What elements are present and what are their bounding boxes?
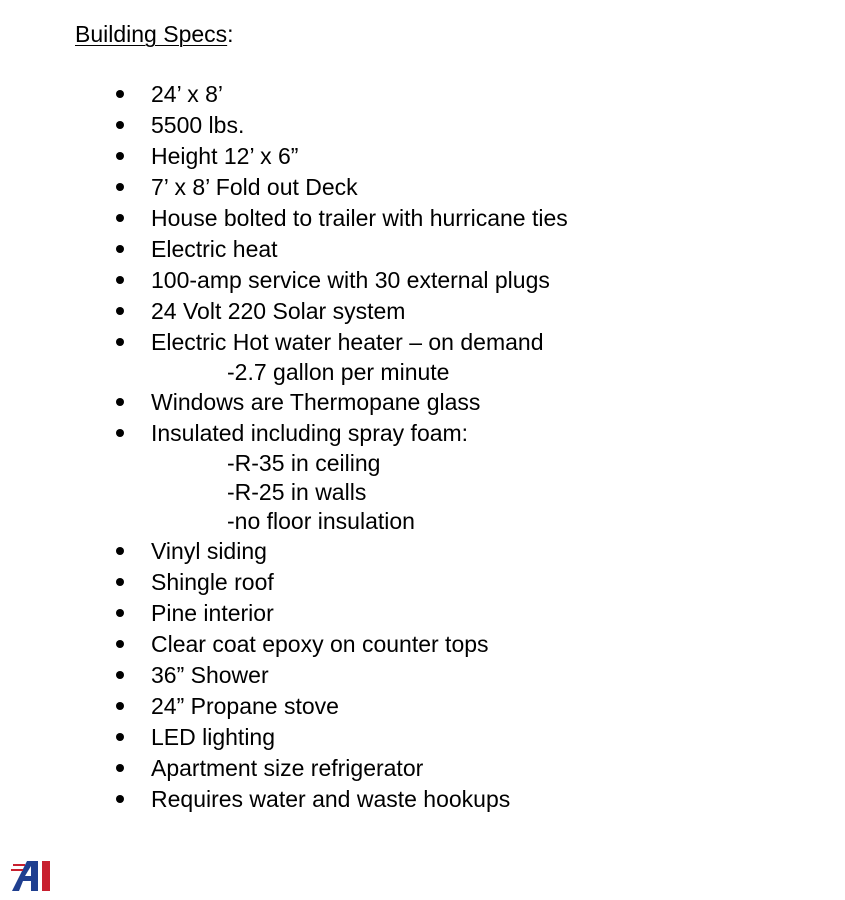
bullet-icon	[116, 567, 126, 598]
spec-item	[0, 660, 845, 691]
bullet-icon	[116, 784, 126, 815]
spec-sub-item: -no floor insulation	[227, 508, 415, 534]
bullet-icon	[116, 387, 126, 418]
spec-sub-item: -R-25 in walls	[227, 479, 367, 505]
spec-item	[0, 172, 845, 203]
bullet-icon	[116, 418, 126, 449]
spec-item	[0, 79, 845, 110]
logo-i-shape	[42, 861, 50, 891]
spec-item	[0, 753, 845, 784]
spec-item	[0, 418, 845, 536]
spec-item-text: Requires water and waste hookups	[151, 786, 511, 812]
bullet-icon	[116, 265, 126, 296]
spec-item	[0, 598, 845, 629]
bullet-icon	[116, 327, 126, 358]
spec-item	[0, 265, 845, 296]
bullet-icon	[116, 753, 126, 784]
spec-item-text: 5500 lbs.	[151, 112, 245, 138]
spec-item-text: 7’ x 8’ Fold out Deck	[151, 174, 358, 200]
bullet-icon	[116, 660, 126, 691]
spec-item-text: Electric Hot water heater – on demand	[151, 329, 544, 355]
bullet-icon	[116, 296, 126, 327]
spec-item	[0, 722, 845, 753]
bullet-icon	[116, 234, 126, 265]
spec-item-text: 24” Propane stove	[151, 693, 339, 719]
bullet-icon	[116, 203, 126, 234]
spec-item	[0, 387, 845, 418]
spec-item-text: Shingle roof	[151, 569, 274, 595]
spec-item	[0, 141, 845, 172]
spec-sub-item: -R-35 in ceiling	[227, 450, 381, 476]
spec-item-text: Apartment size refrigerator	[151, 755, 424, 781]
spec-item-text: Height 12’ x 6”	[151, 143, 299, 169]
bullet-icon	[116, 691, 126, 722]
spec-item-text: Electric heat	[151, 236, 278, 262]
heading-colon: :	[227, 21, 234, 47]
spec-item-text: 36” Shower	[151, 662, 269, 688]
bullet-icon	[116, 172, 126, 203]
spec-item-text: Insulated including spray foam:	[151, 420, 469, 446]
spec-item-text: Windows are Thermopane glass	[151, 389, 481, 415]
spec-item-text: House bolted to trailer with hurricane ties	[151, 205, 568, 231]
spec-list	[0, 79, 845, 815]
spec-item	[0, 784, 845, 815]
spec-item	[0, 536, 845, 567]
bullet-icon	[116, 629, 126, 660]
spec-item-text: Pine interior	[151, 600, 274, 626]
spec-item	[0, 567, 845, 598]
spec-item-text: 24’ x 8’	[151, 81, 224, 107]
bullet-icon	[116, 79, 126, 110]
bullet-icon	[116, 536, 126, 567]
spec-item	[0, 691, 845, 722]
bullet-icon	[116, 722, 126, 753]
spec-sub-item: -2.7 gallon per minute	[227, 359, 450, 385]
spec-item	[0, 110, 845, 141]
spec-item-text: 100-amp service with 30 external plugs	[151, 267, 550, 293]
spec-item-text: LED lighting	[151, 724, 276, 750]
spec-item-text: Vinyl siding	[151, 538, 267, 564]
bullet-icon	[116, 110, 126, 141]
spec-item	[0, 629, 845, 660]
bullet-icon	[116, 598, 126, 629]
spec-item	[0, 327, 845, 387]
bullet-icon	[116, 141, 126, 172]
heading-title: Building Specs	[75, 21, 228, 47]
spec-item	[0, 296, 845, 327]
spec-item-text: 24 Volt 220 Solar system	[151, 298, 406, 324]
spec-item	[0, 203, 845, 234]
auction-logo-icon	[10, 859, 62, 891]
page-heading	[75, 19, 234, 49]
spec-item-text: Clear coat epoxy on counter tops	[151, 631, 489, 657]
spec-item	[0, 234, 845, 265]
